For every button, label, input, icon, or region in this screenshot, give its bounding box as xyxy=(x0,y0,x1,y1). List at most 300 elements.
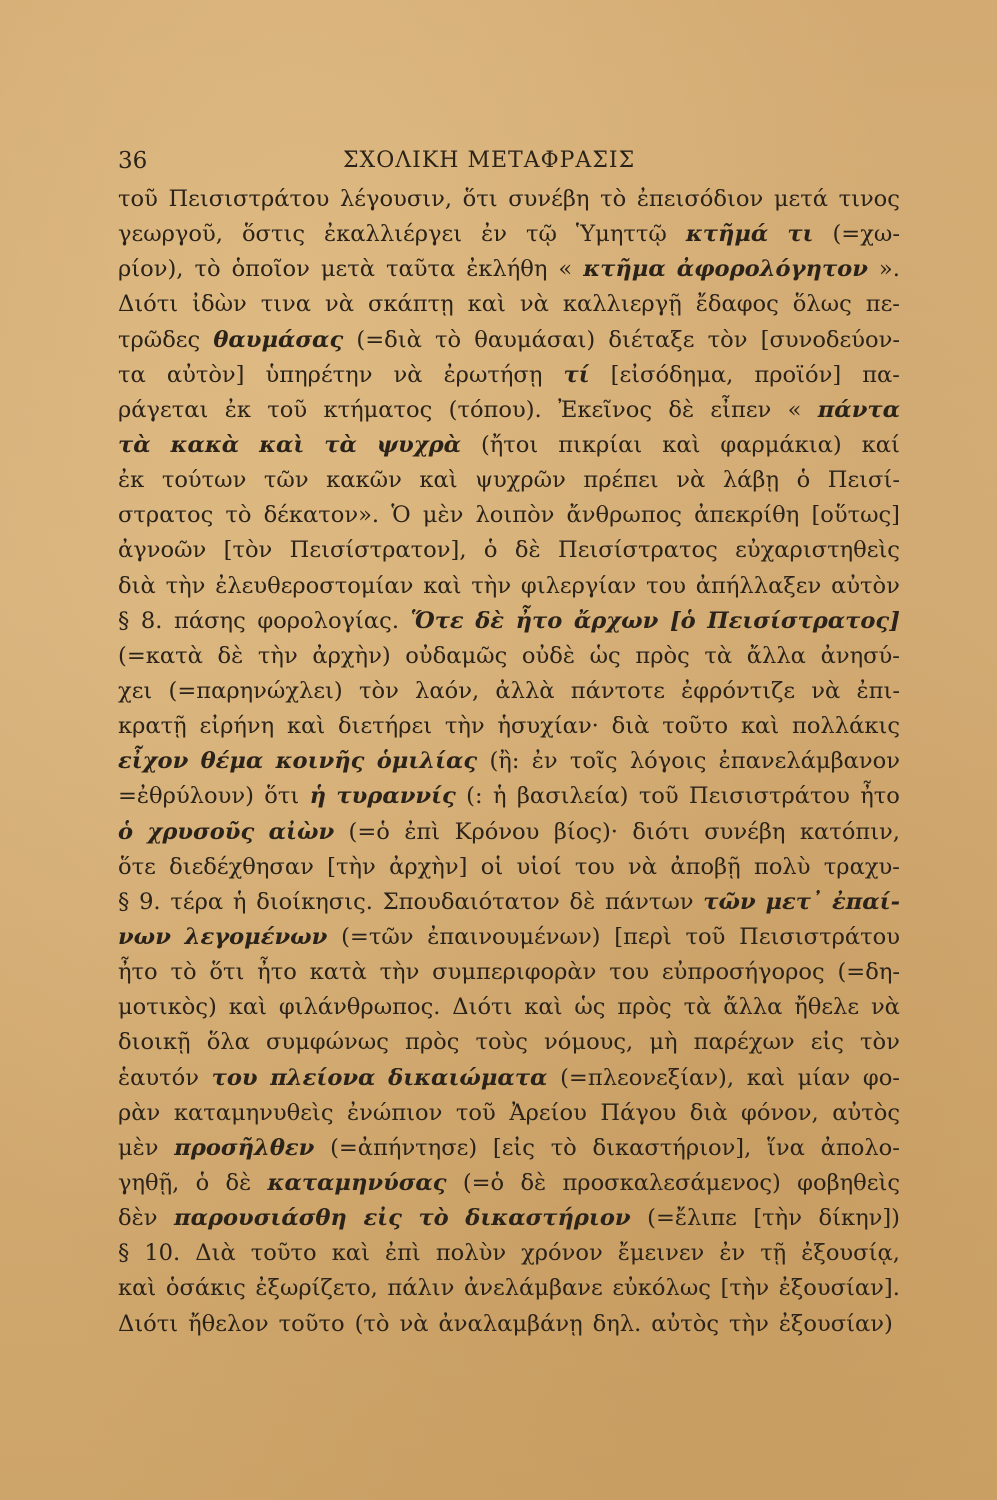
emphasis-word: κακὰ xyxy=(170,431,240,458)
word: [τὸν xyxy=(223,537,273,564)
word: ἀρχὴν] xyxy=(389,853,468,880)
word: τὸν xyxy=(358,677,399,704)
word: θαυμάσαι) xyxy=(474,326,596,353)
word: του xyxy=(574,853,615,880)
word: τὴν xyxy=(379,959,420,986)
text-line xyxy=(118,639,900,674)
word: ὅστις xyxy=(241,221,305,248)
emphasis-word: λεγομένων xyxy=(184,923,328,950)
word: αὐτὸς xyxy=(651,1310,720,1337)
emphasis-word: παρουσιάσθη xyxy=(174,1205,347,1232)
word: διὰ xyxy=(118,572,156,599)
word: Πεισιστράτου xyxy=(168,186,330,212)
word: δὲ xyxy=(668,396,695,423)
emphasis-word: τὸ xyxy=(418,1205,449,1232)
word: ταῦτα xyxy=(385,256,456,283)
text-line xyxy=(118,393,900,428)
emphasis-word: Πεισίστρατος] xyxy=(707,607,900,634)
word: ρίον), xyxy=(118,256,184,283)
word: τοῦ xyxy=(685,923,726,950)
word: ἤθελον xyxy=(188,1310,269,1337)
emphasis-word: ἀφορολόγητον xyxy=(676,256,868,283)
emphasis-word: τί xyxy=(563,361,590,388)
word: χει xyxy=(118,677,153,704)
word: (=ἔλιπε xyxy=(647,1205,737,1232)
text-line xyxy=(118,1307,900,1342)
word: τὸν xyxy=(860,1029,900,1056)
word: νὰ xyxy=(676,467,706,494)
word: ὁ xyxy=(796,467,811,494)
word: νὰ xyxy=(870,994,900,1021)
word: ἀγνοῶν xyxy=(118,537,207,564)
word: διεδέχθησαν xyxy=(169,853,314,880)
word: § xyxy=(118,1240,130,1267)
word: ὁσάκις xyxy=(165,1275,246,1302)
word: τοῖς xyxy=(569,748,618,775)
word: φο- xyxy=(862,1064,900,1091)
word: συμφώνως xyxy=(265,1029,389,1056)
emphasis-word: ὁ xyxy=(118,818,134,845)
word: (: xyxy=(466,783,483,810)
word: νόμους, xyxy=(544,1029,634,1056)
emphasis-word: ἐπαί- xyxy=(832,888,900,915)
word: κατὰ xyxy=(309,959,367,986)
word: Πάγου xyxy=(600,1099,677,1126)
emphasis-word: του xyxy=(211,1064,258,1091)
text-line xyxy=(118,779,900,814)
word: βασιλεία) xyxy=(516,783,629,810)
word: ὅτι xyxy=(209,959,245,986)
word: Πεισιστράτου xyxy=(689,783,850,810)
emphasis-word: κοινῆς xyxy=(275,748,365,775)
word: καὶ xyxy=(419,467,458,494)
word: διὰ xyxy=(689,1099,728,1126)
word: συμπεριφορὰν xyxy=(432,959,597,986)
word: πε- xyxy=(865,291,900,318)
emphasis-word: θαυμάσας xyxy=(213,326,344,353)
word: ἐπι- xyxy=(856,677,900,704)
word: ἐκ xyxy=(118,467,145,494)
emphasis-word: ἄρχων xyxy=(573,607,659,634)
word: πρέπει xyxy=(583,467,659,494)
word: καλλιεργῇ xyxy=(562,291,682,318)
word: δίκην]) xyxy=(818,1205,900,1232)
word: (ἤτοι xyxy=(480,431,539,458)
word: Διότι xyxy=(118,291,179,318)
word: τοῦ xyxy=(455,1099,496,1126)
word: ἐνώπιον xyxy=(347,1099,443,1126)
emphasis-word: κτῆμά xyxy=(685,221,769,248)
word: προσκαλεσάμενος) xyxy=(562,1169,781,1196)
word: δηλ. xyxy=(592,1310,642,1337)
emphasis-word: καταμηνύσας xyxy=(267,1169,447,1196)
word: δὲν xyxy=(118,1205,158,1232)
word: τῶν xyxy=(263,467,309,494)
word: [συνοδεύον- xyxy=(760,326,900,353)
word: (=ἀπήντησε) xyxy=(330,1134,478,1161)
word: φιλάνθρωπος. xyxy=(278,994,441,1021)
word: εὐκόλως xyxy=(612,1275,711,1302)
word: καὶ xyxy=(746,1064,785,1091)
text-line xyxy=(118,920,900,955)
emphasis-word: πάντα xyxy=(817,396,900,423)
word: 9. xyxy=(139,888,161,915)
word: φόνον, xyxy=(741,1099,819,1126)
word: νὰ xyxy=(393,361,423,388)
word: νὰ xyxy=(399,1310,429,1337)
word: λόγοις xyxy=(629,748,707,775)
word: ἦτο xyxy=(860,783,900,810)
word: τοῦ xyxy=(638,783,679,810)
word: ἐκαλλιέργει xyxy=(324,221,463,248)
word: Διὰ xyxy=(195,1240,236,1267)
word: αὐτὸν xyxy=(831,572,900,599)
word: ὅτε xyxy=(118,853,156,880)
word: δὲ xyxy=(217,642,244,669)
text-line xyxy=(118,463,900,498)
emphasis-word: ἦτο xyxy=(515,607,563,634)
word: κρατῇ xyxy=(118,713,187,740)
word: πάντοτε xyxy=(570,677,665,704)
word: πάλιν xyxy=(387,1275,455,1302)
word: ἐπαινουμένων) xyxy=(427,923,601,950)
word: αὐτὸν] xyxy=(166,361,245,388)
word: ὁ xyxy=(483,537,498,564)
word: οὐδαμῶς xyxy=(405,642,508,669)
word: ἐφρόντιζε xyxy=(681,677,796,704)
emphasis-word: καὶ xyxy=(259,431,305,458)
word: λέγουσιν, xyxy=(339,186,453,212)
word: δὲ xyxy=(225,1169,252,1196)
word: ὁ xyxy=(195,1169,210,1196)
word: μετά xyxy=(773,186,828,212)
word: ρὰν xyxy=(118,1099,161,1126)
word: φαρμάκια) xyxy=(720,431,842,458)
word: πολλάκις xyxy=(791,713,900,740)
running-title: ΣΧΟΛΙΚΗ ΜΕΤΑΦΡΑΣΙΣ xyxy=(343,148,636,173)
emphasis-word: θέμα xyxy=(200,748,264,775)
word: τὰ xyxy=(704,642,733,669)
text-line xyxy=(118,323,900,358)
word: κτήματος xyxy=(323,396,433,423)
word: ἐν xyxy=(481,221,507,248)
emphasis-word: δικαιώματα xyxy=(388,1064,548,1091)
word: ὑπηρέτην xyxy=(265,361,373,388)
text-line xyxy=(118,1025,900,1060)
word: (=ὁ xyxy=(462,1169,505,1196)
word: ἐπὶ xyxy=(404,818,441,845)
text-line xyxy=(118,815,900,850)
word: ὁποῖον xyxy=(231,256,310,283)
word: νὰ xyxy=(325,291,355,318)
word: λάβῃ xyxy=(722,467,779,494)
word: πρὸς xyxy=(635,642,690,669)
text-line xyxy=(118,990,900,1025)
text-line xyxy=(118,217,900,252)
word: Διότι xyxy=(452,994,513,1021)
word: εἰς xyxy=(810,1029,844,1056)
text-line xyxy=(118,850,900,885)
word: δὲ xyxy=(520,1169,547,1196)
word: (=διὰ xyxy=(356,326,422,353)
word: 8. xyxy=(140,607,163,634)
emphasis-word: Ὅτε xyxy=(410,607,464,634)
word: (ἢ: xyxy=(489,748,520,775)
word: ἀπολο- xyxy=(820,1134,900,1161)
word: ». xyxy=(878,256,900,283)
word: [εἰσόδημα, xyxy=(610,361,734,388)
body-text xyxy=(118,182,900,1342)
word: ράγεται xyxy=(118,396,209,423)
word: τὴν xyxy=(729,1310,769,1337)
word: ἀρχὴν) xyxy=(312,642,391,669)
text-line xyxy=(118,1201,900,1236)
word: καὶ xyxy=(524,994,563,1021)
emphasis-word: εἶχον xyxy=(118,748,189,775)
word: πρὸς xyxy=(617,994,672,1021)
word: οὐδὲ xyxy=(521,642,575,669)
word: « xyxy=(558,256,573,283)
text-line xyxy=(118,1236,900,1271)
word: τὴν xyxy=(444,713,485,740)
word: ὅτι xyxy=(264,783,300,810)
word: ἀπεκρίθη xyxy=(694,502,800,529)
word: ἀναλαμβάνῃ xyxy=(438,1310,583,1337)
word: (=παρηνώχλει) xyxy=(168,677,343,704)
word: τὸ xyxy=(194,256,221,283)
word: τὸ xyxy=(600,186,627,212)
word: Πεισίστρατος xyxy=(558,537,718,564)
word: τρῶδες xyxy=(118,326,201,353)
word: ἄλλα xyxy=(746,642,806,669)
word: λοιπὸν xyxy=(475,502,555,529)
word: συνέβη xyxy=(704,818,786,845)
word: ἐκλήθη xyxy=(466,256,548,283)
emphasis-word: αἰὼν xyxy=(268,818,335,845)
word: πικρίαι xyxy=(558,431,643,458)
word: ἡ xyxy=(492,783,507,810)
word: (=κατὰ xyxy=(118,642,203,669)
word: τὴν xyxy=(165,572,206,599)
emphasis-word: μετ᾽ xyxy=(765,888,823,915)
word: στρατος xyxy=(118,502,214,529)
word: ἡ xyxy=(232,888,247,915)
word: (=χω- xyxy=(832,221,900,248)
word: του xyxy=(609,959,650,986)
word: Κρόνου xyxy=(454,818,540,845)
word: φιλεργίαν xyxy=(520,572,637,599)
page-number: 36 xyxy=(118,148,148,174)
word: ἐξουσίαν]. xyxy=(778,1275,900,1302)
text-line xyxy=(118,1096,900,1131)
word: ἄλλα xyxy=(723,994,783,1021)
word: νὰ xyxy=(811,677,841,704)
word: [τὴν xyxy=(327,853,376,880)
word: =ἐθρύλουν) xyxy=(118,783,254,810)
word: ἔδαφος xyxy=(695,291,779,318)
word: διοικῇ xyxy=(118,1029,191,1056)
word: τοῦτο xyxy=(662,713,729,740)
word: συνέβη xyxy=(508,186,590,212)
word: τοῦτο xyxy=(278,1310,345,1337)
word: Ὁ xyxy=(391,502,411,529)
word: τὸ xyxy=(225,502,252,529)
word: § xyxy=(118,607,130,634)
word: ἀνελάμβανε xyxy=(464,1275,603,1302)
word: σκάπτῃ xyxy=(368,291,454,318)
word: δὲ xyxy=(569,888,596,915)
text-line xyxy=(118,358,900,393)
word: καὶ xyxy=(662,431,701,458)
word: καὶ xyxy=(423,572,462,599)
word: [εἰς xyxy=(492,1134,535,1161)
word: καί xyxy=(861,431,900,458)
word: (=δη- xyxy=(837,959,900,986)
emphasis-word: τὰ xyxy=(118,431,151,458)
word: Πεισίστρατον], xyxy=(289,537,467,564)
word: καὶ xyxy=(331,1240,370,1267)
word: ἐκ xyxy=(224,396,251,423)
emphasis-word: ὁμιλίας xyxy=(376,748,478,775)
word: τα xyxy=(118,361,146,388)
word: μὲν xyxy=(422,502,464,529)
word: διέταξε xyxy=(608,326,695,353)
emphasis-word: τι xyxy=(787,221,814,248)
word: καὶ xyxy=(467,291,506,318)
word: τὴν xyxy=(471,572,512,599)
word: καὶ xyxy=(228,994,267,1021)
text-line xyxy=(118,885,900,920)
text-line xyxy=(118,428,900,463)
word: τὸν xyxy=(707,326,748,353)
text-line xyxy=(118,955,900,990)
word: τὰ xyxy=(683,994,712,1021)
word: ὡς xyxy=(574,994,606,1021)
word: (=τῶν xyxy=(341,923,414,950)
word: Πεισιστράτου xyxy=(739,923,900,950)
word: τραχυ- xyxy=(823,853,900,880)
word: ἐπανελάμβανον xyxy=(718,748,900,775)
text-line xyxy=(118,709,900,744)
word: ἔμεινεν xyxy=(617,1240,705,1267)
emphasis-word: προσῆλθεν xyxy=(174,1134,315,1161)
word: βίος)· xyxy=(553,818,618,845)
word: ἐν xyxy=(531,748,558,775)
word: ἐξουσίαν) xyxy=(778,1310,893,1337)
word: Σπουδαιότατον xyxy=(382,888,560,915)
word: ἐπεισόδιον xyxy=(636,186,764,212)
word: ἀποβῇ xyxy=(670,853,741,880)
text-line xyxy=(118,674,900,709)
word: τοῦ xyxy=(267,396,308,423)
word: αὐτὸς xyxy=(832,1099,900,1126)
word: πρὸς xyxy=(404,1029,460,1056)
emphasis-word: χρυσοῦς xyxy=(147,818,255,845)
word: μὴ xyxy=(649,1029,678,1056)
word: εἶπεν xyxy=(710,396,772,423)
word: ὡς xyxy=(589,642,621,669)
word: ἦτο xyxy=(257,959,297,986)
word: ἤθελε xyxy=(794,994,860,1021)
word: ἄνθρωπος xyxy=(566,502,682,529)
word: [τὴν xyxy=(720,1275,770,1302)
text-line xyxy=(118,1271,900,1306)
word: Ἐκεῖνος xyxy=(558,396,653,423)
word: καὶ xyxy=(286,713,326,740)
emphasis-word: δὲ xyxy=(475,607,505,634)
word: ἡσυχίαν· xyxy=(497,713,599,740)
word: χρόνον xyxy=(521,1240,603,1267)
word: τοῦτο xyxy=(250,1240,317,1267)
word: οἱ xyxy=(480,853,504,880)
word: τέρα xyxy=(170,888,224,915)
word: τούτων xyxy=(161,467,247,494)
word: φορολογίας. xyxy=(257,607,400,634)
word: πολὺ xyxy=(753,853,811,880)
emphasis-word: τῶν xyxy=(703,888,756,915)
word: καὶ xyxy=(740,713,780,740)
word: φοβηθεὶς xyxy=(797,1169,900,1196)
word: τῷ xyxy=(525,221,557,248)
word: ἐν xyxy=(719,1240,746,1267)
word: ἀνησύ- xyxy=(820,642,900,669)
word: Ἀρείου xyxy=(509,1099,587,1126)
word: τινος xyxy=(838,186,900,212)
emphasis-word: εἰς xyxy=(363,1205,402,1232)
word: διότι xyxy=(632,818,690,845)
word: καταμηνυθεὶς xyxy=(173,1099,334,1126)
word: ἐρωτήσῃ xyxy=(443,361,543,388)
word: εἰρήνη xyxy=(199,713,275,740)
text-line xyxy=(118,1131,900,1166)
word: (=ὁ xyxy=(348,818,390,845)
word: κατόπιν, xyxy=(799,818,900,845)
word: γηθῇ, xyxy=(118,1169,180,1196)
word: του xyxy=(646,572,686,599)
word: ἵνα xyxy=(767,1134,805,1161)
word: Διότι xyxy=(118,1310,179,1337)
emphasis-word: ἡ xyxy=(309,783,327,810)
word: ἦτο xyxy=(118,959,158,986)
word: ὅλως xyxy=(792,291,852,318)
word: τὸ xyxy=(170,959,197,986)
emphasis-word: τυραννίς xyxy=(336,783,456,810)
word: υἱοί xyxy=(516,853,562,880)
word: δὲ xyxy=(514,537,541,564)
word: λαόν, xyxy=(415,677,480,704)
text-line xyxy=(118,569,900,604)
word: [τὴν xyxy=(753,1205,802,1232)
word: παρέχων xyxy=(693,1029,795,1056)
word: 10. xyxy=(144,1240,181,1267)
word: νὰ xyxy=(628,853,658,880)
text-line xyxy=(118,604,900,639)
emphasis-word: κτῆμα xyxy=(583,256,666,283)
word: καὶ xyxy=(118,1275,157,1302)
word: πα- xyxy=(862,361,900,388)
word: μοτικὸς) xyxy=(118,994,217,1021)
word: πάντων xyxy=(605,888,694,915)
text-line xyxy=(118,1166,900,1201)
word: τῇ xyxy=(760,1240,787,1267)
word: νὰ xyxy=(519,291,549,318)
word: εὐχαριστηθεὶς xyxy=(735,537,900,564)
emphasis-word: νων xyxy=(118,923,171,950)
word: διετήρει xyxy=(338,713,433,740)
word: τινα xyxy=(260,291,312,318)
word: εὐπροσήγορος xyxy=(661,959,825,986)
word: « xyxy=(787,396,802,423)
